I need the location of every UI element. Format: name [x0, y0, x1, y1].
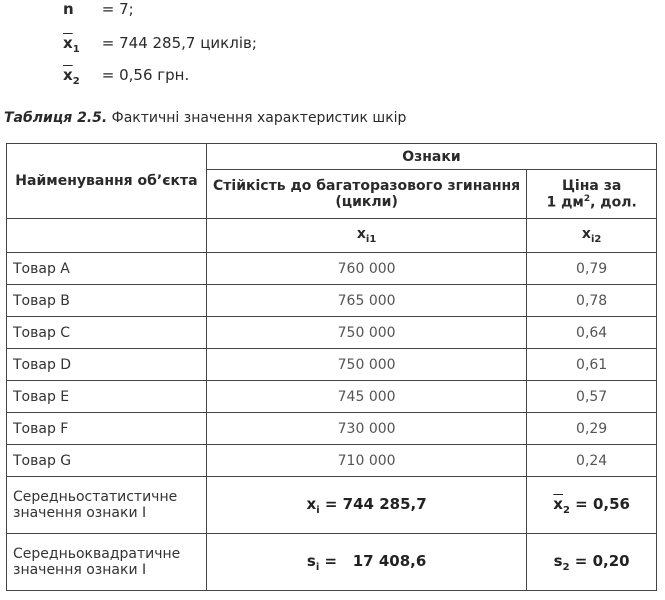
col2-symbol: $x_{i2}$ [527, 219, 657, 253]
col1-symbol: $x_{i1}$ [206, 219, 526, 253]
row-value-2: 0,64 [527, 317, 657, 349]
row-value-1: 710 000 [206, 445, 526, 477]
symbol-row-empty [7, 219, 207, 253]
sd-value-2: $s_2 = 0,20$ [527, 534, 657, 591]
equation-x1 [63, 34, 257, 55]
table-row [7, 381, 657, 413]
equation-var: n [63, 0, 74, 18]
row-name: Товар C [7, 317, 207, 349]
row-value-1: 750 000 [206, 349, 526, 381]
name-header: Найменування об’єкта [7, 144, 207, 219]
row-value-2: 0,29 [527, 413, 657, 445]
col2-header [527, 170, 657, 219]
row-name: Товар G [7, 445, 207, 477]
equation-n [63, 0, 134, 18]
mean-value-1: $x_i = 744$ 285,7 [206, 477, 526, 534]
col2-header-sup: 2 [583, 193, 591, 204]
equation-value: = 7; [101, 0, 134, 18]
table-caption [4, 110, 406, 126]
table-caption-label: Таблиця 2.5. [4, 110, 108, 126]
row-name: Товар D [7, 349, 207, 381]
sd-value-1: $s_i = 17$ 408,6 [206, 534, 526, 591]
row-value-2: 0,57 [527, 381, 657, 413]
row-name: Товар A [7, 253, 207, 285]
col1-header: Стійкість до багаторазового згинання (цикли) [206, 170, 526, 219]
row-value-2: 0,61 [527, 349, 657, 381]
equation-sub: 1 [72, 44, 80, 55]
group-header: Ознаки [206, 144, 656, 170]
row-value-2: 0,24 [527, 445, 657, 477]
sd-label: Середньоквадратичне значення ознаки I [7, 534, 207, 591]
data-table [6, 143, 657, 591]
row-value-2: 0,78 [527, 285, 657, 317]
row-value-2: 0,79 [527, 253, 657, 285]
table-row [7, 317, 657, 349]
table-row [7, 285, 657, 317]
row-value-1: 750 000 [206, 317, 526, 349]
table-caption-text: Фактичні значення характеристик шкір [111, 110, 407, 126]
table-row [7, 445, 657, 477]
mean-label: Середньостатистичне значення ознаки I [7, 477, 207, 534]
row-value-1: 730 000 [206, 413, 526, 445]
row-name: Товар E [7, 381, 207, 413]
row-value-1: 760 000 [206, 253, 526, 285]
col2-header-post: , дол. [590, 194, 637, 211]
equation-value: = 744 285,7 циклів; [101, 34, 257, 52]
col2-header-unit: 1 дм [546, 194, 584, 211]
table-row [7, 253, 657, 285]
equation-var: $\overline{x}$ [63, 66, 73, 84]
col2-header-pre: Ціна за [561, 177, 622, 194]
equation-var: $\overline{x}$ [63, 34, 73, 52]
table-row [7, 413, 657, 445]
mean-row [7, 477, 657, 534]
row-value-1: 765 000 [206, 285, 526, 317]
equation-value: = 0,56 грн. [101, 66, 190, 84]
row-value-1: 745 000 [206, 381, 526, 413]
mean-value-2: $\overline{x}_2 = 0,56$ [527, 477, 657, 534]
row-name: Товар F [7, 413, 207, 445]
equation-x2 [63, 66, 189, 87]
row-name: Товар B [7, 285, 207, 317]
table-row [7, 349, 657, 381]
sd-row [7, 534, 657, 591]
equation-sub: 2 [72, 76, 80, 87]
